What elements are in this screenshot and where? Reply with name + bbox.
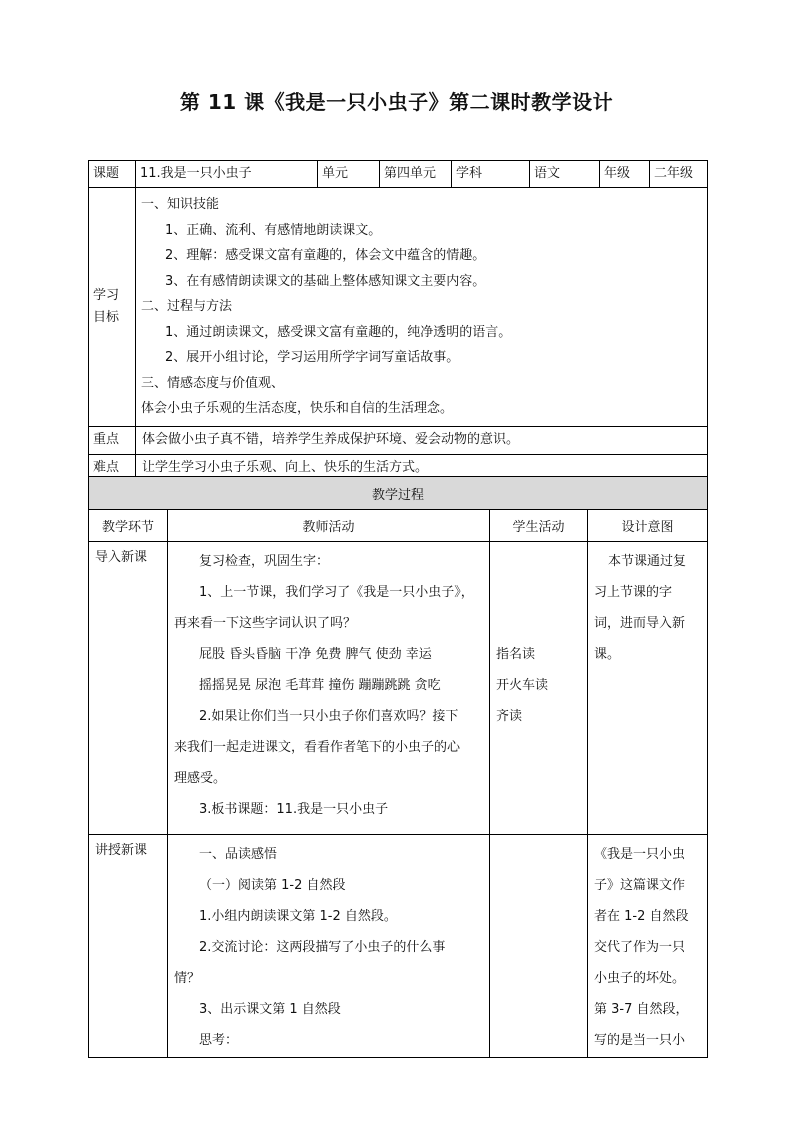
stage-cell [89,835,168,1058]
goal-line: 2、展开小组讨论，学习运用所学字词写童话故事。 [165,350,460,365]
teacher-line: 2.交流讨论：这两段描写了小虫子的什么事 [199,940,446,955]
key-point-row [89,426,708,454]
subject-value: 语文 [530,161,600,188]
teacher-line: 2.如果让你们当一只小虫子你们喜欢吗？接下 [199,709,459,724]
teacher-line: 来我们一起走进课文，看看作者笔下的小虫子的心 [174,740,461,755]
process-band: 教学过程 [89,477,708,510]
design-line: 写的是当一只小 [594,1033,686,1048]
process-table [88,476,708,1058]
goals-label: 学习目标 [89,188,136,427]
student-line: 齐读 [496,709,523,724]
header-design: 设计意图 [588,510,708,542]
difficulty-text: 让学生学习小虫子乐观、向上、快乐的生活方式。 [136,454,708,482]
stage-label: 讲授新课 [95,843,148,858]
design-line: 者在 1-2 自然段 [594,909,689,924]
goals-content [136,188,708,427]
design-line: 习上节课的字 [594,585,673,600]
process-header-row [89,510,708,542]
goal-line: 一、知识技能 [141,197,220,212]
teacher-line: 思考： [199,1033,239,1048]
design-line: 课。 [594,647,621,662]
teacher-line: 3.板书课题：11.我是一只小虫子 [199,802,389,817]
goal-line: 1、正确、流利、有感情地朗读课文。 [165,222,382,238]
teacher-line: 屁股 昏头昏脑 干净 免费 脾气 使劲 幸运 [199,647,432,662]
student-line: 开火车读 [496,678,549,693]
topic-label: 课题 [89,161,136,188]
design-intent [588,835,708,1058]
teacher-line: 一、品读感悟 [199,847,278,862]
stage-label: 导入新课 [95,550,148,565]
teacher-line: 复习检查，巩固生字： [199,554,330,569]
goal-line: 体会小虫子乐观的生活态度，快乐和自信的生活理念。 [141,401,454,416]
student-activity [490,835,588,1058]
design-line: 词，进而导入新 [594,616,686,631]
grade-value: 二年级 [650,161,708,188]
teacher-line: 理感受。 [174,771,227,786]
teacher-line: 1、上一节课，我们学习了《我是一只小虫子》， [199,585,474,600]
design-line: 《我是一只小虫 [594,847,686,862]
design-line: 第 3-7 自然段， [594,1002,689,1017]
goal-line: 三、情感态度与价值观、 [141,375,285,391]
document-title: 第 11 课《我是一只小虫子》第二课时教学设计 [179,90,614,114]
difficulty-label: 难点 [89,454,136,482]
subject-label: 学科 [452,161,530,188]
teacher-line: 3、出示课文第 1 自然段 [199,1002,341,1017]
teacher-line: （一）阅读第 1-2 自然段 [199,878,346,893]
student-line: 指名读 [496,647,536,662]
design-line: 交代了作为一只 [594,940,686,955]
info-table [88,160,708,483]
unit-label: 单元 [318,161,380,188]
teacher-line: 1.小组内朗读课文第 1-2 自然段。 [199,909,397,924]
unit-value: 第四单元 [380,161,452,188]
stage-cell [89,542,168,835]
teacher-line: 摇摇晃晃 尿泡 毛茸茸 撞伤 蹦蹦跳跳 贪吃 [199,678,441,693]
design-line: 子》这篇课文作 [594,878,686,893]
goal-line: 1、通过朗读课文，感受课文富有童趣的，纯净透明的语言。 [165,324,512,340]
student-activity [490,542,588,835]
goal-line: 2、理解：感受课文富有童趣的，体会文中蕴含的情趣。 [165,248,486,263]
process-row-intro [89,542,708,835]
key-point-label: 重点 [89,426,136,454]
design-intent [588,542,708,835]
grade-label: 年级 [600,161,650,188]
goal-line: 3、在有感情朗读课文的基础上整体感知课文主要内容。 [165,273,486,289]
teacher-activity [168,835,490,1058]
key-point-text: 体会做小虫子真不错，培养学生养成保护环境、爱会动物的意识。 [136,426,708,454]
goals-row [89,188,708,427]
process-row-teaching [89,835,708,1058]
header-teacher: 教师活动 [168,510,490,542]
topic-value: 11.我是一只小虫子 [136,161,318,188]
teacher-activity [168,542,490,835]
teacher-line: 情？ [174,971,201,986]
teacher-line: 再来看一下这些字词认识了吗？ [174,616,357,631]
design-line: 本节课通过复 [608,554,687,569]
design-line: 小虫子的坏处。 [594,971,686,986]
header-stage: 教学环节 [89,510,168,542]
header-student: 学生活动 [490,510,588,542]
goal-line: 二、过程与方法 [141,299,233,314]
info-row [89,161,708,188]
